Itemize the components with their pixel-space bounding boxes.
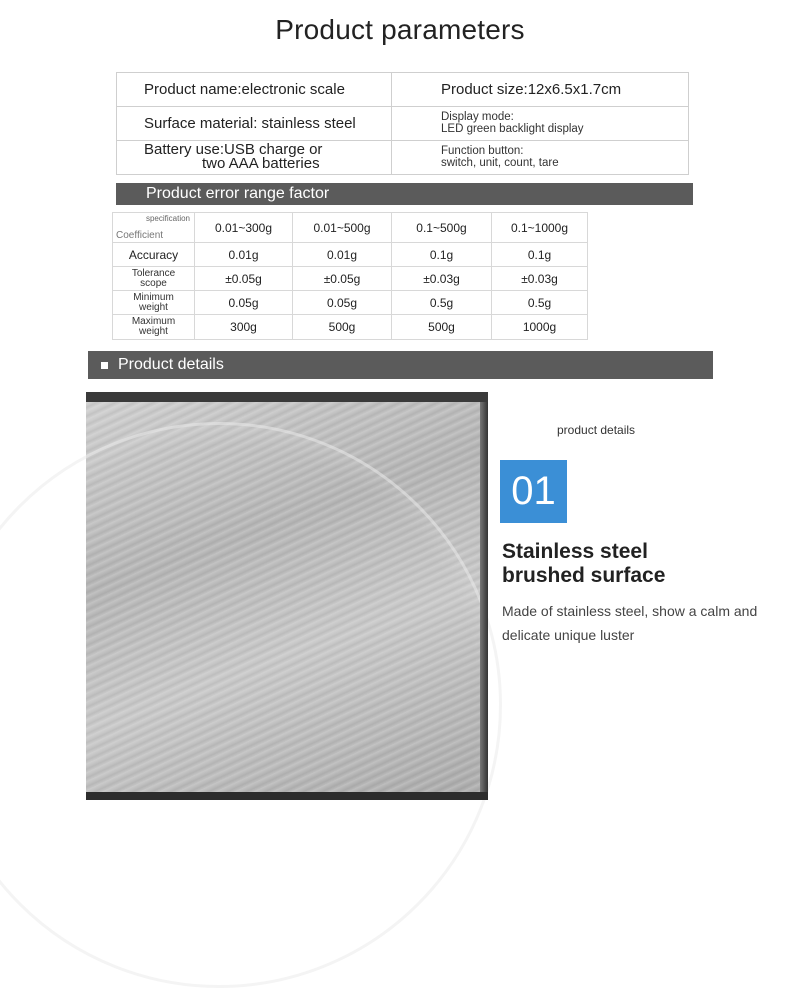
battery-line-2: two AAA batteries — [202, 155, 320, 172]
product-size-text: Product size:12x6.5x1.7cm — [441, 81, 622, 98]
spec-header-label: specification — [145, 214, 190, 223]
row-label-tolerance — [113, 267, 195, 290]
error-range-header: Product error range factor — [116, 183, 693, 205]
table-cell: 0.05g — [195, 291, 293, 314]
row-label-line-1: Tolerance — [131, 268, 176, 279]
table-cell: ±0.05g — [195, 267, 293, 290]
function-text — [392, 141, 688, 169]
row-label-line-1: Minimum — [133, 292, 174, 303]
square-bullet-icon — [101, 362, 108, 369]
column-header: 0.01~500g — [293, 213, 392, 242]
table-row — [113, 213, 587, 243]
stainless-steel-plate-image — [86, 392, 488, 800]
page-title: Product parameters — [275, 14, 525, 45]
product-details-label: product details — [557, 423, 636, 437]
table-cell: 0.5g — [527, 296, 552, 310]
table-cell: 1000g — [522, 320, 557, 334]
param-cell-name — [117, 73, 392, 107]
table-cell: 0.5g — [392, 291, 492, 314]
table-cell: ±0.05g — [293, 267, 392, 290]
table-cell: 0.01g — [195, 243, 293, 266]
table-cell: 300g — [195, 315, 293, 339]
row-label-line-2: scope — [140, 278, 167, 289]
plate-edge — [480, 402, 488, 800]
battery-line-1: Battery use:USB charge or — [144, 141, 323, 158]
table-cell: 500g — [392, 315, 492, 339]
feature-title-line-2: brushed surface — [502, 564, 666, 587]
row-label-line-2: weight — [139, 326, 168, 337]
column-header: 0.1~500g — [392, 213, 492, 242]
column-header: 0.01~300g — [195, 213, 293, 242]
table-row — [113, 315, 587, 339]
param-cell-function — [392, 141, 688, 174]
row-label-minimum — [113, 291, 195, 314]
table-cell: 0.01g — [293, 243, 392, 266]
table-row — [113, 267, 587, 291]
function-value: switch, unit, count, tare — [441, 157, 559, 169]
row-label-line-2: weight — [139, 302, 168, 313]
product-details-header — [88, 351, 713, 379]
display-mode-text — [392, 107, 688, 135]
display-mode-value: LED green backlight display — [441, 123, 584, 135]
feature-number-badge: 01 — [500, 460, 567, 523]
product-name-text: Product name:electronic scale — [144, 81, 345, 98]
display-mode-label: Display mode: — [441, 111, 514, 123]
table-row — [113, 291, 587, 315]
coef-header-label: Coefficient — [116, 230, 164, 241]
column-header: 0.1~1000g — [510, 221, 569, 235]
table-cell: 0.05g — [293, 291, 392, 314]
plate-bottom-edge — [86, 792, 488, 800]
plate-circle-reflection — [0, 422, 502, 988]
surface-material-text: Surface material: stainless steel — [144, 115, 356, 132]
table-row — [113, 243, 587, 267]
function-label: Function button: — [441, 145, 524, 157]
spec-coef-header — [113, 213, 195, 242]
feature-description: Made of stainless steel, show a calm and delicate unique luster — [502, 603, 758, 643]
param-cell-display — [392, 107, 688, 141]
error-range-table — [112, 212, 588, 340]
table-cell: ±0.03g — [521, 272, 558, 286]
product-details-title: Product details — [118, 356, 224, 373]
feature-title — [502, 540, 782, 588]
param-cell-size — [392, 73, 688, 107]
parameters-table — [116, 72, 689, 175]
table-cell: ±0.03g — [392, 267, 492, 290]
feature-title-line-1: Stainless steel — [502, 540, 648, 563]
battery-text — [117, 141, 391, 171]
row-label-line-1: Maximum — [131, 316, 176, 327]
param-cell-material — [117, 107, 392, 141]
row-label-accuracy: Accuracy — [113, 243, 195, 266]
row-label-maximum — [113, 315, 195, 339]
table-cell: 500g — [293, 315, 392, 339]
table-cell: 0.1g — [392, 243, 492, 266]
table-cell: 0.1g — [527, 248, 552, 262]
param-cell-battery — [117, 141, 392, 174]
